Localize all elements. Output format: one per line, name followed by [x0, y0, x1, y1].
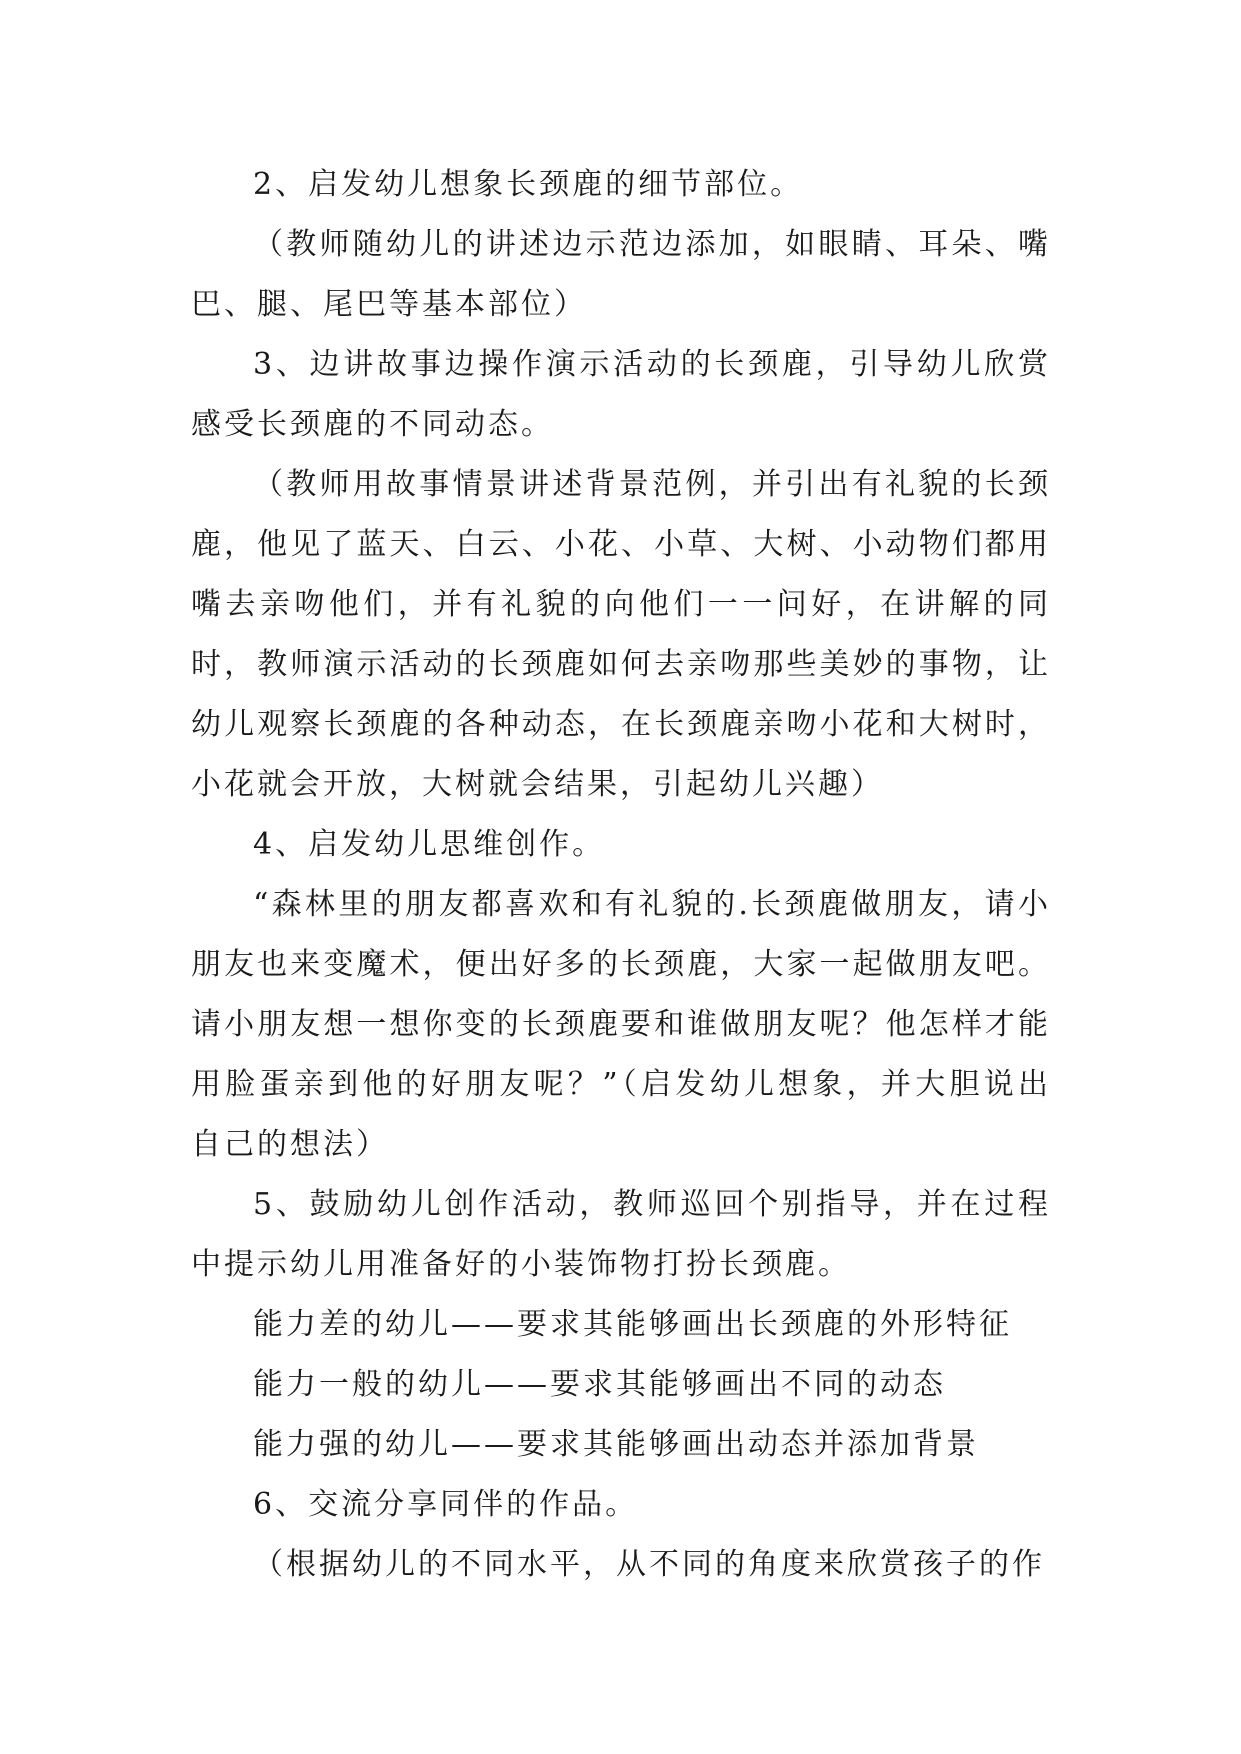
- paragraph-step-5: 5、鼓励幼儿创作活动，教师巡回个别指导，并在过程中提示幼儿用准备好的小装饰物打扮长颈鹿。: [191, 1187, 1051, 1282]
- ability-level-medium: 能力一般的幼儿——要求其能够画出不同的动态: [253, 1367, 946, 1402]
- paragraph-step-2: 2、启发幼儿想象长颈鹿的细节部位。: [253, 167, 804, 202]
- paragraph-note-3: （根据幼儿的不同水平，从不同的角度来欣赏孩子的作: [253, 1547, 1045, 1582]
- paragraph-step-6: 6、交流分享同伴的作品。: [253, 1487, 639, 1522]
- paragraph-step-4: 4、启发幼儿思维创作。: [253, 827, 606, 862]
- paragraph-step-3: 3、边讲故事边操作演示活动的长颈鹿，引导幼儿欣赏感受长颈鹿的不同动态。: [191, 347, 1051, 442]
- paragraph-note-1: （教师随幼儿的讲述边示范边添加，如眼睛、耳朵、嘴巴、腿、尾巴等基本部位）: [191, 227, 1051, 322]
- paragraph-quote: “森林里的朋友都喜欢和有礼貌的.长颈鹿做朋友，请小朋友也来变魔术，便出好多的长颈鹿，大家一起做朋友吧。请小朋友想一想你变的长颈鹿要和谁做朋友呢？他怎样才能用脸蛋亲到他的好朋友呢？”（启发幼儿想象，并大胆说出自己的想法）: [191, 887, 1051, 1162]
- document-body: [191, 155, 1051, 1595]
- ability-level-high: 能力强的幼儿——要求其能够画出动态并添加背景: [253, 1427, 979, 1462]
- paragraph-note-2: （教师用故事情景讲述背景范例，并引出有礼貌的长颈鹿，他见了蓝天、白云、小花、小草、大树、小动物们都用嘴去亲吻他们，并有礼貌的向他们一一问好，在讲解的同时，教师演示活动的长颈鹿如何去亲吻那些美妙的事物，让幼儿观察长颈鹿的各种动态，在长颈鹿亲吻小花和大树时，小花就会开放，大树就会结果，引起幼儿兴趣）: [191, 467, 1051, 802]
- ability-level-low: 能力差的幼儿——要求其能够画出长颈鹿的外形特征: [253, 1307, 1012, 1342]
